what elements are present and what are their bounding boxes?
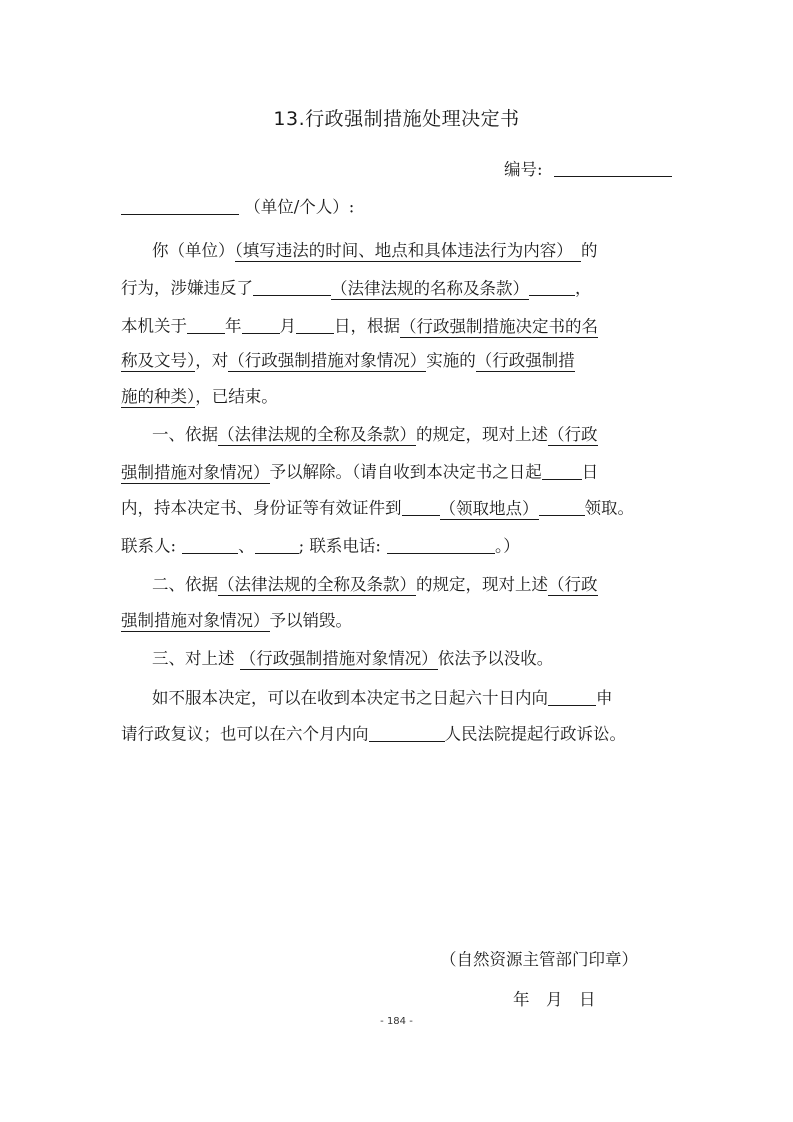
- text: 予以销毁。: [269, 611, 352, 630]
- placeholder-violation: （填写违法的时间、地点和具体违法行为内容）: [234, 241, 565, 260]
- text: 请行政复议；也可以在六个月内向: [121, 724, 369, 744]
- p2-line-4: [121, 534, 520, 558]
- p2-line-3: [121, 496, 634, 520]
- placeholder-object: （行政强制措施对象情况）: [228, 351, 427, 370]
- placeholder-object: （行政强制措施对象情况）: [239, 649, 438, 668]
- document-title: 13.行政强制措施处理决定书: [273, 108, 520, 130]
- placeholder-object: （行政: [548, 575, 598, 594]
- seal-text: （自然资源主管部门印章）: [440, 950, 638, 969]
- text: 内，持本决定书、身份证等有效证件到: [121, 498, 402, 518]
- month-blank[interactable]: [242, 316, 280, 334]
- text: 人民法院提起行政诉讼。: [444, 724, 626, 744]
- p3-line-1: [152, 574, 598, 596]
- days-blank[interactable]: [542, 462, 582, 480]
- blank[interactable]: [529, 278, 575, 296]
- court-blank[interactable]: [369, 724, 445, 742]
- phone-label: ; 联系电话:: [298, 536, 381, 556]
- addressee-suffix: （单位/个人）:: [244, 197, 355, 217]
- p5-line-1: [152, 686, 613, 710]
- placeholder-law: （法律法规的名称及条款）: [331, 278, 529, 298]
- text: 你（单位）: [152, 241, 235, 260]
- text: 依法予以没收。: [437, 649, 554, 668]
- serial-number-blank[interactable]: [554, 160, 672, 178]
- placeholder-decision-cont: 称及文号）: [121, 351, 196, 370]
- text: 如不服本决定，可以在收到本决定书之日起六十日内向: [152, 688, 548, 708]
- text: 一、依据: [152, 425, 218, 444]
- p2-line-2: [121, 460, 598, 484]
- text: ，: [575, 278, 592, 298]
- text: ，对: [195, 351, 229, 370]
- contact-1-blank[interactable]: [182, 536, 238, 554]
- placeholder-measure-cont: 施的种类）: [121, 387, 196, 406]
- text: 领取。: [584, 498, 634, 518]
- page-number: - 184 -: [380, 1016, 413, 1027]
- blank[interactable]: [402, 498, 440, 516]
- text: 二、依据: [152, 575, 218, 594]
- p1-line-5: [121, 386, 278, 408]
- text: 日: [581, 462, 599, 482]
- day-blank[interactable]: [296, 316, 334, 334]
- p1-line-3: [121, 314, 598, 338]
- p4-line-1: [152, 648, 553, 670]
- placeholder-object: （行政: [548, 425, 598, 444]
- year-blank[interactable]: [187, 316, 225, 334]
- signature-date: 年 月 日: [513, 990, 596, 1009]
- text: 本机关于: [121, 316, 187, 336]
- addressee-blank[interactable]: [121, 197, 239, 215]
- addressee-line: [121, 195, 354, 219]
- text: 、: [238, 536, 255, 556]
- contact-label: 联系人:: [121, 536, 177, 556]
- contact-2-blank[interactable]: [255, 536, 299, 554]
- review-authority-blank[interactable]: [548, 688, 596, 706]
- placeholder-pickup-location: （领取地点）: [439, 498, 539, 518]
- placeholder-object-cont: 强制措施对象情况）: [121, 462, 270, 482]
- text: 申: [596, 688, 613, 708]
- text: 年: [225, 316, 242, 336]
- text: 的规定，现对上述: [416, 575, 548, 594]
- text: 实施的: [426, 351, 476, 370]
- phone-blank[interactable]: [387, 536, 495, 554]
- text: 的: [581, 241, 598, 260]
- text: 予以解除。（请自收到本决定书之日起: [269, 462, 542, 482]
- text: 三、对上述: [152, 649, 235, 668]
- text: 月: [279, 316, 296, 336]
- text: 的规定，现对上述: [416, 425, 548, 444]
- placeholder-object-cont: 强制措施对象情况）: [121, 611, 270, 630]
- blank[interactable]: [539, 498, 585, 516]
- p5-line-2: [121, 722, 626, 746]
- text: 日，根据: [334, 316, 400, 336]
- blank[interactable]: [253, 278, 331, 296]
- placeholder-law: （法律法规的全称及条款）: [218, 425, 416, 444]
- p2-line-1: [152, 424, 598, 446]
- text: 行为，涉嫌违反了: [121, 278, 253, 298]
- p1-line-2: [121, 276, 592, 300]
- placeholder-law: （法律法规的全称及条款）: [218, 575, 416, 594]
- p3-line-2: [121, 610, 352, 632]
- p1-line-4: [121, 350, 575, 372]
- placeholder-measure: （行政强制措: [475, 351, 575, 370]
- serial-number-field: [504, 156, 672, 180]
- text: 。）: [494, 536, 520, 556]
- serial-number-label: 编号:: [504, 160, 543, 179]
- text: ，已结束。: [195, 387, 278, 406]
- p1-line-1: [152, 240, 598, 262]
- placeholder-decision: （行政强制措施决定书的名: [400, 316, 598, 336]
